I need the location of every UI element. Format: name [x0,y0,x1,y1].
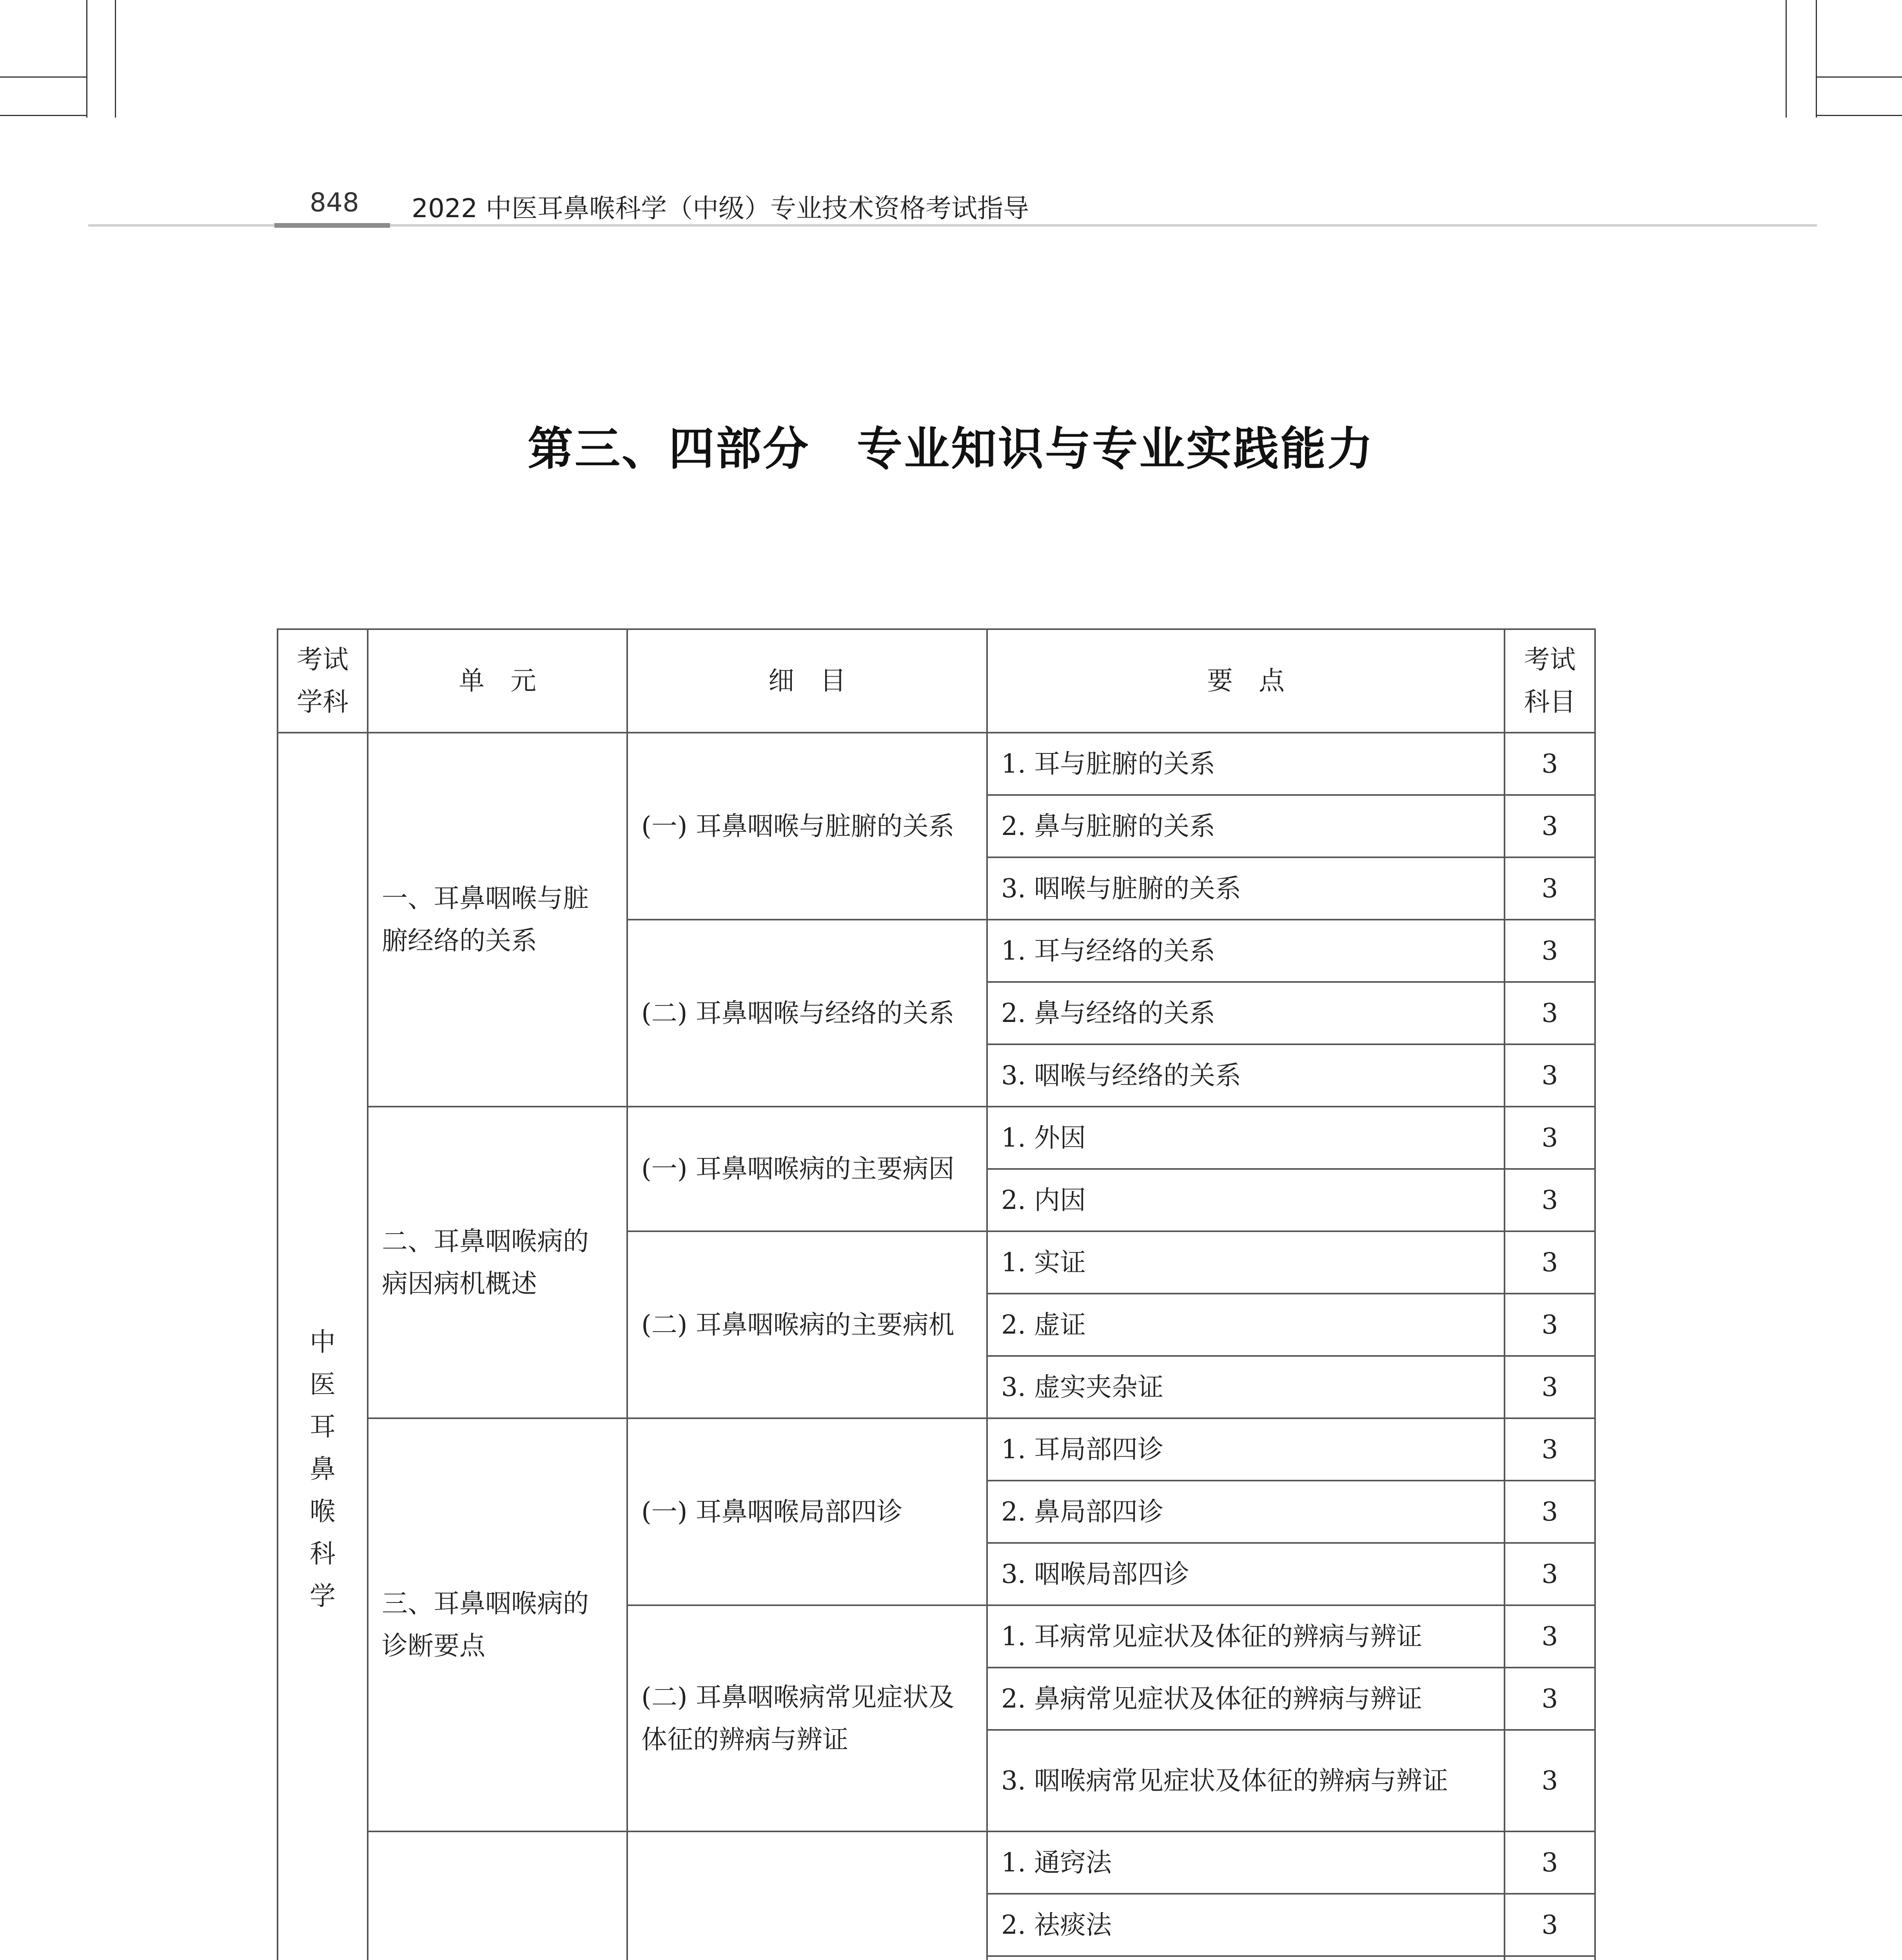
header-exam: 考试科目 [1505,629,1595,733]
point-cell: 3. 咽喉病常见症状及体征的辨病与辨证 [987,1730,1505,1831]
exam-cell: 3 [1505,1668,1595,1730]
item-cell: (一) 耳鼻咽喉与脏腑的关系 [627,733,987,920]
point-cell [987,1956,1505,1960]
exam-cell: 3 [1505,1231,1595,1294]
unit-cell [368,1831,627,1960]
header-subject: 考试学科 [278,629,368,733]
point-cell: 3. 咽喉与脏腑的关系 [987,857,1505,920]
unit-cell: 一、耳鼻咽喉与脏腑经络的关系 [368,733,627,1107]
crop-mark [1816,115,1902,116]
table-row [278,1107,1595,1169]
unit-cell: 二、耳鼻咽喉病的病因病机概述 [368,1107,627,1418]
point-cell: 1. 外因 [987,1107,1505,1169]
exam-cell: 3 [1505,1730,1595,1831]
exam-cell: 3 [1505,1543,1595,1605]
exam-cell: 3 [1505,1044,1595,1107]
header-rule-accent [274,223,390,228]
section-title: 第三、四部分 专业知识与专业实践能力 [528,423,1374,475]
exam-cell: 3 [1505,1356,1595,1418]
exam-cell: 3 [1505,920,1595,982]
subject-cell: 中 医 耳 鼻 喉 科 学 [278,733,368,1960]
point-cell: 2. 鼻与脏腑的关系 [987,795,1505,857]
crop-mark [1816,76,1902,78]
unit-cell: 三、耳鼻咽喉病的诊断要点 [368,1418,627,1831]
item-cell [627,1831,987,1960]
exam-cell: 3 [1505,1831,1595,1894]
exam-cell: 3 [1505,982,1595,1044]
crop-mark [1786,0,1787,118]
point-cell: 1. 耳与脏腑的关系 [987,733,1505,795]
crop-mark [115,0,116,118]
point-cell: 1. 耳病常见症状及体征的辨病与辨证 [987,1605,1505,1668]
crop-mark [1816,0,1817,118]
crop-mark [86,0,87,118]
point-cell: 2. 鼻与经络的关系 [987,982,1505,1044]
exam-cell: 3 [1505,1107,1595,1169]
point-cell: 1. 耳与经络的关系 [987,920,1505,982]
item-cell: (一) 耳鼻咽喉局部四诊 [627,1418,987,1605]
point-cell: 2. 鼻局部四诊 [987,1481,1505,1543]
point-cell: 3. 咽喉与经络的关系 [987,1044,1505,1107]
table-header-row [278,629,1595,733]
point-cell: 2. 鼻病常见症状及体征的辨病与辨证 [987,1668,1505,1730]
table-row [278,1831,1595,1894]
point-cell: 3. 咽喉局部四诊 [987,1543,1505,1605]
point-cell: 1. 耳局部四诊 [987,1418,1505,1481]
point-cell: 1. 实证 [987,1231,1505,1294]
exam-cell: 3 [1505,1481,1595,1543]
point-cell: 2. 虚证 [987,1294,1505,1356]
crop-mark [0,115,86,116]
point-cell: 2. 内因 [987,1169,1505,1231]
point-cell: 2. 祛痰法 [987,1894,1505,1956]
crop-mark [0,76,86,78]
exam-cell: 3 [1505,857,1595,920]
item-cell: (一) 耳鼻咽喉病的主要病因 [627,1107,987,1231]
exam-cell: 3 [1505,1294,1595,1356]
header-point: 要 点 [987,629,1505,733]
exam-cell: 3 [1505,1169,1595,1231]
exam-cell: 3 [1505,795,1595,857]
item-cell: (二) 耳鼻咽喉病的主要病机 [627,1231,987,1418]
exam-cell: 3 [1505,1894,1595,1956]
item-cell: (二) 耳鼻咽喉与经络的关系 [627,920,987,1107]
table-row [278,733,1595,795]
header-unit: 单 元 [368,629,627,733]
item-cell: (二) 耳鼻咽喉病常见症状及体征的辨病与辨证 [627,1605,987,1831]
exam-cell [1505,1956,1595,1960]
exam-cell: 3 [1505,1605,1595,1668]
header-item: 细 目 [627,629,987,733]
syllabus-table [277,628,1596,1960]
page-number: 848 [310,187,359,218]
running-header-title: 2022 中医耳鼻喉科学（中级）专业技术资格考试指导 [412,193,1029,223]
exam-cell: 3 [1505,1418,1595,1481]
table-row [278,1418,1595,1481]
point-cell: 1. 通窍法 [987,1831,1505,1894]
exam-cell: 3 [1505,733,1595,795]
point-cell: 3. 虚实夹杂证 [987,1356,1505,1418]
